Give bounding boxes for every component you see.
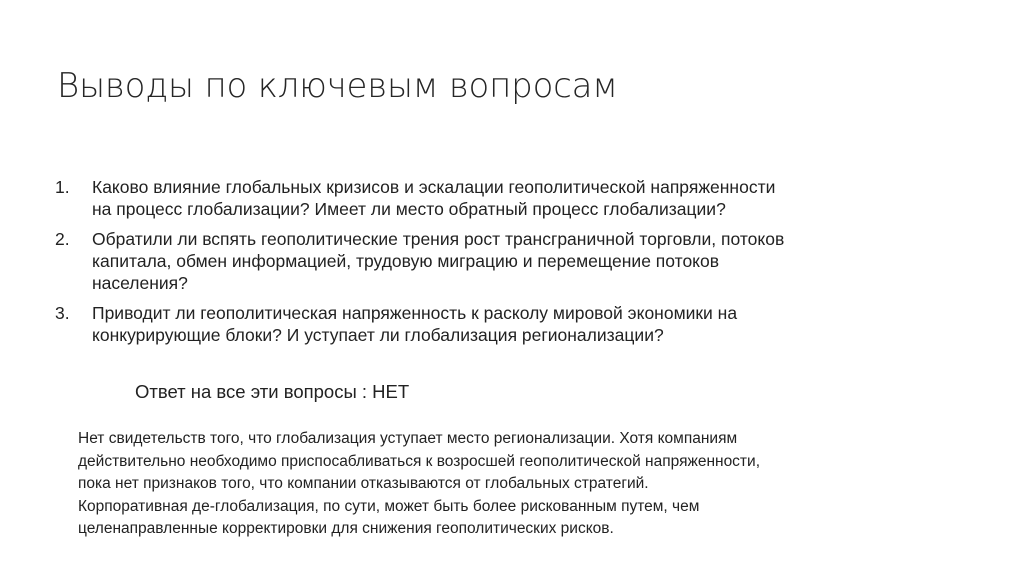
conclusion-line: Нет свидетельств того, что глобализация уступает место регионализации. Хотя компаниям (78, 430, 738, 447)
question-number: 1. (55, 177, 70, 197)
question-line: конкурирующие блоки? И уступает ли глобализация регионализации? (92, 325, 664, 345)
question-line: населения? (92, 273, 188, 293)
question-line: Каково влияние глобальных кризисов и эскалации геополитической напряженности (92, 177, 776, 197)
question-line: капитала, обмен информацией, трудовую миграцию и перемещение потоков (92, 251, 720, 271)
question-line: Обратили ли вспять геополитические трения рост трансграничной торговли, потоков (92, 229, 785, 249)
question-number: 2. (55, 229, 70, 249)
conclusion-line: пока нет признаков того, что компании отказываются от глобальных стратегий. (78, 475, 649, 492)
conclusion-line: действительно необходимо приспосабливаться к возросшей геополитической напряженности, (78, 452, 760, 470)
slide-title: Выводы по ключевым вопросам (57, 66, 618, 106)
question-number: 3. (55, 303, 70, 323)
answer-statement: Ответ на все эти вопросы : НЕТ (135, 381, 410, 402)
question-text (92, 228, 915, 294)
question-item-2 (55, 228, 915, 294)
question-item-1 (55, 176, 915, 220)
conclusion-paragraph (78, 428, 958, 541)
question-text (92, 176, 915, 220)
conclusion-line: целенаправленные корректировки для снижения геополитических рисков. (78, 520, 614, 537)
question-line: Приводит ли геополитическая напряженность к расколу мировой экономики на (92, 303, 738, 323)
conclusion-line: Корпоративная де-глобализация, по сути, может быть более рискованным путем, чем (78, 497, 700, 515)
question-item-3 (55, 302, 915, 346)
question-line: на процесс глобализации? Имеет ли место обратный процесс глобализации? (92, 199, 726, 219)
question-text (92, 302, 915, 346)
questions-list (55, 176, 915, 354)
